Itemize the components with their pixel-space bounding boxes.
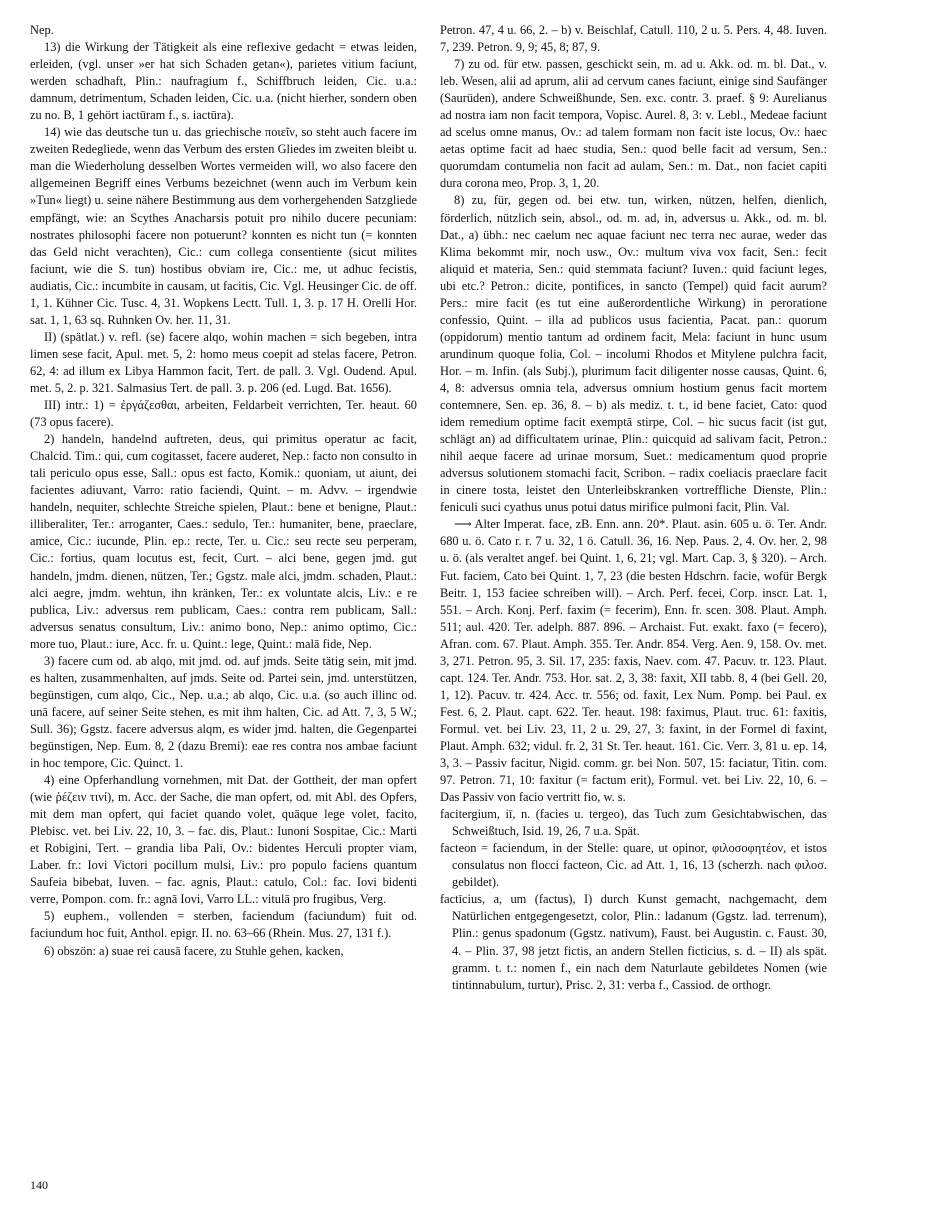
paragraph: 8) zu, für, gegen od. bei etw. tun, wirken, nützen, helfen, dienlich, förderlich, nützlich sein, absol., od. m. ad, in, adversus u. Akk., od. m. bl. Dat., a) übh.: nec caelum nec aquae faciunt nec terra nec aurae, weder das Klima bekommt mir, noch usw., Ov.: multum viva vox facit, Sen.: fecit aliquid et materia, Sen.: quid stemmata faciunt? Iuven.: quid faciunt leges, ubi etc.? Petron.: dicite, pontifices, in sancto (Tempel) quid facit aurum? Pers.: mire facit (es tut eine außerordentliche Wirkung) in peroratione confessio, Quint. – illa ad publicos usus facientia, Pacat. pan.: quorum (oppidorum) mentio tantum ad ordinem facit, Mela: faciunt in hunc usum arundinum quoque folia, Col. – incolumi Rhodos et Mitylene pulchra facit, Hor. – m. Infin. (als Subj.), plurimum facit diligenter nosse causas, Quint. 6, 4, 8: adversus omnia tela, adversus omnium hostium genus facit mortem contemnere, Sen. ep. 36, 8. – b) als mediz. t. t., id bene faciet, Cato: quod idem remedium optime facit exemptā stirpe, Col. – hic sucus facit (ist gut, schlägt an) ad difficultatem urinae, Plin.: quicquid ad salivam facit, Petron.: nihil aeque facere ad urinae morsum, Suet.: medicamentum quod proprie adversus solutionem stomachi facit, Scribon. – radix coeliacis praeclare facit in cinere tosta, leistet den Unterleibskranken vortreffliche Dienste, Plin.: feniculi suci cyathus unus potui datus mirifice pulmoni facit, Plin. Val. [440,193,827,515]
dictionary-entry: factīcius, a, um (factus), I) durch Kunst gemacht, nachgemacht, dem Natürlichen entgegengesetzt, color, Plin.: ladanum (Ggstz. lad. terrenum), Plin.: genus spadonum (Ggstz. nativum), Faust. bei Augustin. c. Faust. 30, 4. – Plin. 37, 98 jetzt fictis, an andern Stellen ficticius, s. d. – II) als spät. gramm. t. t.: nomen f., ein nach dem Naturlaute gebildetes Nomen (wie tintinnabulum, turtur), Prisc. 2, 31: verba f., Cassiod. de orthogr. [440,892,827,992]
paragraph: 7) zu od. für etw. passen, geschickt sein, m. ad u. Akk. od. m. bl. Dat., v. leb. Wesen, alii ad aprum, alii ad cervum canes faciunt, einige sind Saufänger (Saurüden), andere Schweißhunde, Sen. exc. contr. 3. praef. § 9: Aurelianus ad nostra iam non facit tempora, Vopisc. Aurel. 8, 3: v. Lebl., Medeae faciunt ad scelus omne manus, Ov.: ad talem formam non facit iste locus, Ov.: haec aetas optime facit ad haec studia, Sen.: quod belle facit ad versum, Sen.: quorumdam contumelia non facit ad aulam, Sen.: m. Dat., non faciet capiti dura corona meo, Prop. 3, 1, 20. [440,57,827,191]
paragraph: III) intr.: 1) = ἐργάζεσθαι, arbeiten, Feldarbeit verrichten, Ter. heaut. 60 (73 opus facere). [30,398,417,430]
paragraph: 6) obszön: a) suae rei causā facere, zu Stuhle gehen, kacken, [44,943,344,958]
paragraph: 4) eine Opferhandlung vornehmen, mit Dat. der Gottheit, der man opfert (wie ῥέζειν τινί), m. Acc. der Sache, die man opfert, od. mit Abl. des Opfers, mit dem man opfert, qui faciet quando volet, quāque lege volet, facito, Plebisc. vet. bei Liv. 22, 10, 3. – fac. dis, Plaut.: Iunoni Sospitae, Cic.: Marti et Robigini, Tert. – grandia liba Pali, Ov.: bidentes Herculi propter viam, Laber. fr.: Iovi Victori pocillum mulsi, Liv.: pro populo faciens quantum Saufeia bibebat, Iuven. – fac. agnis, Plaut.: catulo, Col.: fac. Iovi bidenti verre, Pompon. com. fr.: agnā Iovi, Varro LL.: vitulā pro frugibus, Verg. [30,773,417,907]
paragraph: 13) die Wirkung der Tätigkeit als eine reflexive gedacht = etwas leiden, erleiden, (vgl. unser »er hat sich Schaden getan«), parietes vitium faciunt, werden schadhaft, Plin.: naufragium f., Schiffbruch leiden, Cic. u.a.: damnum, detrimentum, Schaden leiden, Cic. u.a. (nicht hierher, sondern oben zu no. B, 1 gehört iactūram f., s. iactūra). [30,40,417,123]
paragraph: ⟶ Alter Imperat. face, zB. Enn. ann. 20*. Plaut. asin. 605 u. ö. Ter. Andr. 680 u. ö. Cato r. r. 7 u. 32, 1 ö. Catull. 36, 16. Nep. Paus. 2, 4. Ov. her. 2, 98 u. ö. (als veraltet angef. bei Quint. 1, 6, 21; vgl. Mart. Cap. 3, § 320). – Arch. Fut. faciem, Cato bei Quint. 1, 7, 23 (die besten Hdschrn. facie, wofür Bergk Beitr. 1, 153 faciee schreiben will). – Arch. Perf. fecei, Corp. inscr. Lat. 1, 551. – Arch. Konj. Perf. faxim (= fecerim), Enn. fr. scen. 308. Plaut. Amph. 511; aul. 420. Ter. adelph. 887. 896. – Archaist. Fut. exakt. faxo (= fecero), Afran. com. 67. Plaut. Amph. 355. Ter. Andr. 854. Verg. Aen. 9, 158. Ov. met. 3, 271. Petron. 95, 3. Sil. 17, 235: faxis, Naev. com. 47. Pacuv. tr. 123. Plaut. capt. 124. Ter. Andr. 753. Hor. sat. 2, 3, 38: faxit, XII tabb. 8, 4 (bei Gell. 20, 1, 12). Pacuv. tr. 424. Acc. tr. 556; od. faxit, Lex Num. Pomp. bei Paul. ex Fest. 6, 2. Plaut. capt. 622. Ter. heaut. 198: faximus, Plaut. truc. 61: faxitis, Formul. vet. bei Liv. 23, 11, 2 u. 29, 27, 3: faxint, in der Formel di faxint, Plaut. Amph. 632; vidul. fr. 2, 31 St. Ter. heaut. 161. Cic. Verr. 3, 81 u. ep. 14, 3, 3. – Passiv facitur, Nigid. comm. gr. bei Non. 507, 15: faciatur, Titin. com. 97. Petron. 71, 10: faxitur (= factum erit), Formul. vet. bei Liv. 22, 10, 6. – Das Passiv von facio vertritt fio, w. s. [440,517,827,805]
paragraph: 3) facere cum od. ab alqo, mit jmd. od. auf jmds. Seite tätig sein, mit jmd. es halten, zusammenhalten, auf jmds. Seite od. Partei sein, jmd. unterstützen, begünstigen, cum alqo, Cic., Nep. u.a.; ab alqo, Cic. u.a. (so auch illinc od. unā facere, auf seiner Seite stehen, es mit ihm halten, Cic. ad Att. 7, 3, 5 W.; Sull. 36); Ggstz. facere adversus alqm, es wider jmd. halten, die Gegenpartei begünstigen, Nep. Eum. 8, 2 (dazu Bremi): eae res contra nos ambae faciunt in hoc tempore, Cic. Quinct. 1. [30,653,417,771]
dictionary-entry: facitergium, iī, n. (facies u. tergeo), das Tuch zum Gesichtabwischen, das Schweißtuch, Isid. 19, 26, 7 u.a. Spät. [440,807,827,839]
left-column [30,22,417,960]
paragraph: II) (spätlat.) v. refl. (se) facere alqo, wohin machen = sich begeben, intra limen sese facit, Apul. met. 5, 2: homo meus coepit ad stelas facere, Petron. 62, 4: ad illum ex Libya Hammon facit, Tert. de pall. 3. Vgl. Oudend. Apul. met. 5, 2. p. 321. Salmasius Tert. de pall. 3. p. 206 (ed. Lugd. Bat. 1656). [30,329,417,395]
dictionary-page [30,22,910,1187]
paragraph: Petron. 47, 4 u. 66, 2. – b) v. Beischlaf, Catull. 110, 2 u. 5. Pers. 4, 48. Iuven. 7, 239. Petron. 9, 9; 45, 8; 87, 9. [440,23,827,55]
right-column [440,22,827,994]
paragraph: 2) handeln, handelnd auftreten, deus, qui primitus operatur ac facit, Chalcid. Tim.: qui, cum cogitasset, facere auderet, Nep.: facto non consulto in tali periculo opus esse, Sall.: opus est facto, Komik.: quoniam, ut aiunt, dei facientes adiuvant, Varro: ratio faciendi, Quint. – m. Advv. – irgendwie handeln, nequiter, schlechte Streiche spielen, Plaut.: bene et benigne, Plaut.: illiberaliter, Ter.: arroganter, Caes.: sedulo, Ter.: humaniter, bene, praeclare, amice, Cic.: iucunde, Plin. ep.: recte, Ter. u. Cic.: seu recte seu perperam, Cic.: fortius, quam locutus est, fecit, Curt. – alci bene, gegen jmd. gut handeln, jmdm. dienen, nützen, Ter.; Ggstz. male alci, jmdm. schaden, Plaut.: alci aegre, jmdm. wehtun, ihn kränken, Ter.: ex voluntate alcis, Liv.: e re publica, Liv.: adversus rem publicam, Caes.: contra rem publicam, Sall.: adversus senatus consultum, Liv.: animo bono, Nep.: animo optimo, Cic.: more tuo, Plaut.: iure, Acc. fr. u. Quint.: lege, Quint.: malā fide, Nep. [30,432,417,651]
paragraph: 14) wie das deutsche tun u. das griechische ποιεῖν, so steht auch facere im zweiten Redegliede, wenn das Verbum des ersten Gliedes im zweiten bleibt u. man die Wiederholung desselben Wortes vermeiden will, wo also facere den allgemeinen Begriff eines Verbums bezeichnet (wenn auch im Verbum kein »Tun« liegt) u. seine nähere Bestimmung aus dem vorhergehenden Satzgliede empfängt, wie: an Scythes Anacharsis potuit pro nihilo ducere pecuniam: nostrates philosophi facere non potuerunt? konnten es nicht tun (= konnten das Geld nicht verachten), Cic.: cum collega consentiente (sicut milites faciunt, wie die S. tun) hostibus obviam ire, Cic.: me, ut adhuc fecistis, audiatis, Cic.: incumbite in causam, ut facitis, Cic. Vgl. Heusinger Cic. de off. 1, 1. Kühner Cic. Tusc. 4, 31. Wopkens Lectt. Tull. 1, 3. p. 17 H. Orelli Hor. sat. 1, 1, 63 sq. Ruhnken Ov. her. 11, 31. [30,125,418,327]
paragraph: 5) euphem., vollenden = sterben, faciendum (faciundum) fuit od. faciundum hoc fuit, Anthol. epigr. II. no. 63–66 (Rhein. Mus. 27, 131 f.). [30,909,417,941]
page-number: 140 [30,1178,48,1192]
dictionary-entry: facteon = faciendum, in der Stelle: quare, ut opinor, φιλοσοφητέον, et istos consulatus non flocci facteon, Cic. ad Att. 1, 16, 13 (scherzh. nach φιλοσ. gebildet). [440,841,827,890]
paragraph: Nep. [30,23,54,37]
